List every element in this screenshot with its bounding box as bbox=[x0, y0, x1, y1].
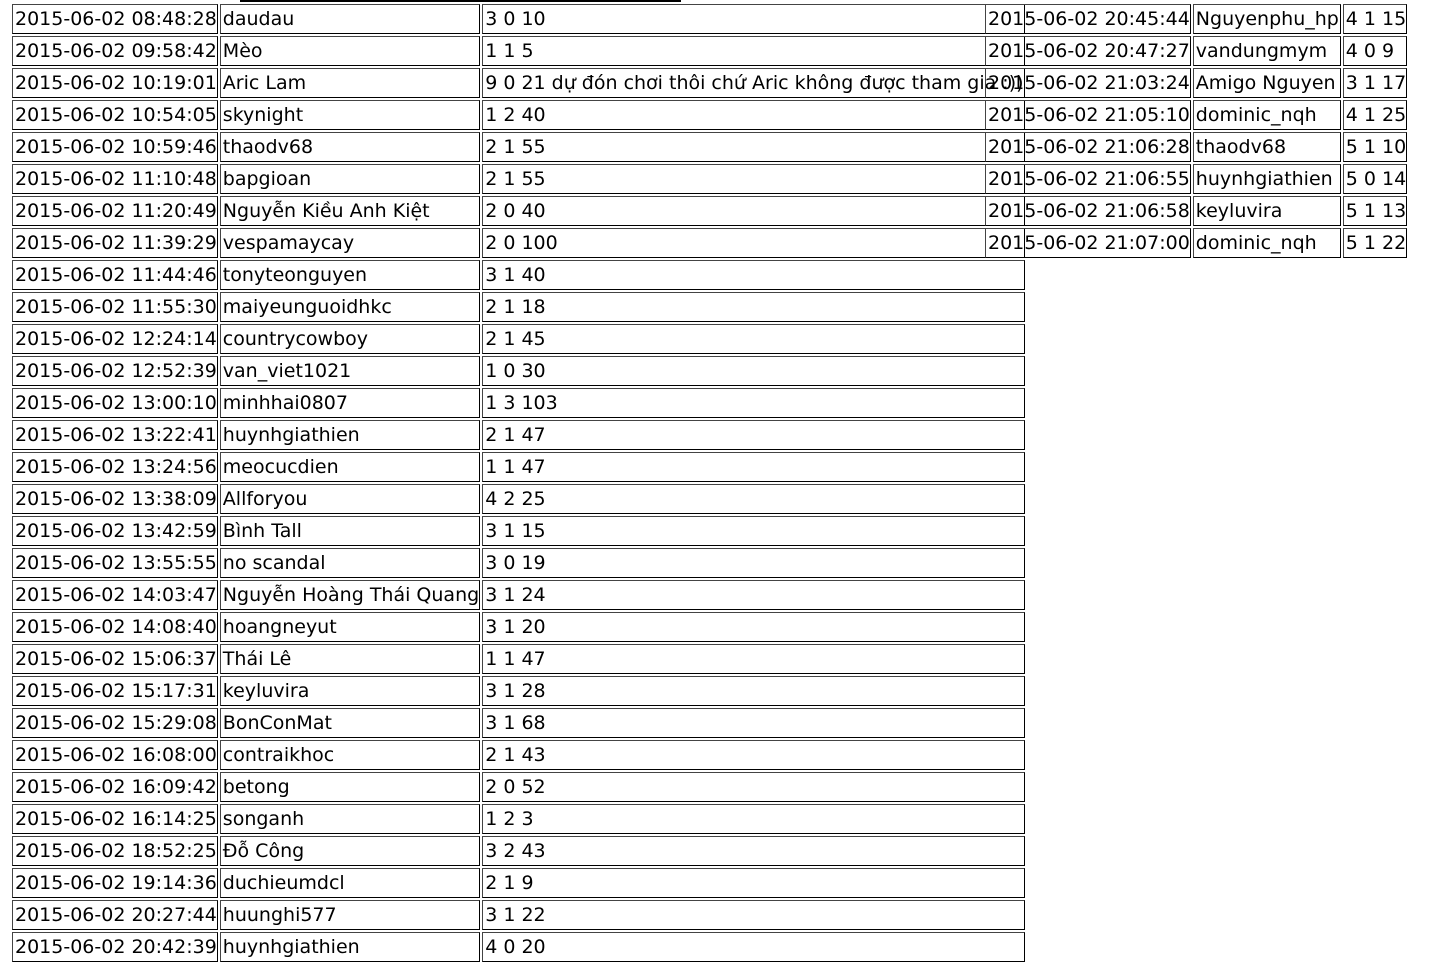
username-cell: Amigo Nguyen bbox=[1193, 68, 1341, 98]
entries-table-left-body bbox=[12, 4, 1025, 962]
table-row bbox=[12, 772, 1025, 802]
timestamp-cell: 2015-06-02 19:14:36 bbox=[12, 868, 218, 898]
username-cell: huynhgiathien bbox=[220, 932, 480, 962]
prediction-cell: 3 1 28 bbox=[482, 676, 1024, 706]
table-row bbox=[985, 228, 1407, 258]
table-row bbox=[12, 4, 1025, 34]
table-row bbox=[985, 36, 1407, 66]
prediction-cell: 2 0 40 bbox=[482, 196, 1024, 226]
prediction-cell: 5 1 10 bbox=[1343, 132, 1407, 162]
table-row bbox=[12, 292, 1025, 322]
table-row bbox=[12, 132, 1025, 162]
timestamp-cell: 2015-06-02 21:03:24 bbox=[985, 68, 1191, 98]
timestamp-cell: 2015-06-02 10:54:05 bbox=[12, 100, 218, 130]
username-cell: maiyeunguoidhkc bbox=[220, 292, 480, 322]
table-row bbox=[12, 740, 1025, 770]
timestamp-cell: 2015-06-02 20:42:39 bbox=[12, 932, 218, 962]
timestamp-cell: 2015-06-02 21:07:00 bbox=[985, 228, 1191, 258]
timestamp-cell: 2015-06-02 10:59:46 bbox=[12, 132, 218, 162]
timestamp-cell: 2015-06-02 13:00:10 bbox=[12, 388, 218, 418]
timestamp-cell: 2015-06-02 13:22:41 bbox=[12, 420, 218, 450]
prediction-cell: 2 1 45 bbox=[482, 324, 1024, 354]
timestamp-cell: 2015-06-02 15:06:37 bbox=[12, 644, 218, 674]
timestamp-cell: 2015-06-02 09:58:42 bbox=[12, 36, 218, 66]
prediction-cell: 3 1 68 bbox=[482, 708, 1024, 738]
username-cell: dominic_nqh bbox=[1193, 100, 1341, 130]
username-cell: vandungmym bbox=[1193, 36, 1341, 66]
timestamp-cell: 2015-06-02 11:55:30 bbox=[12, 292, 218, 322]
username-cell: songanh bbox=[220, 804, 480, 834]
table-row bbox=[12, 68, 1025, 98]
table-row bbox=[12, 100, 1025, 130]
username-cell: tonyteonguyen bbox=[220, 260, 480, 290]
prediction-cell: 2 1 43 bbox=[482, 740, 1024, 770]
timestamp-cell: 2015-06-02 08:48:28 bbox=[12, 4, 218, 34]
timestamp-cell: 2015-06-02 20:45:44 bbox=[985, 4, 1191, 34]
prediction-cell: 2 1 18 bbox=[482, 292, 1024, 322]
username-cell: Mèo bbox=[220, 36, 480, 66]
timestamp-cell: 2015-06-02 11:44:46 bbox=[12, 260, 218, 290]
timestamp-cell: 2015-06-02 15:17:31 bbox=[12, 676, 218, 706]
entries-table-right bbox=[983, 2, 1409, 260]
username-cell: contraikhoc bbox=[220, 740, 480, 770]
prediction-cell: 2 1 55 bbox=[482, 132, 1024, 162]
timestamp-cell: 2015-06-02 15:29:08 bbox=[12, 708, 218, 738]
timestamp-cell: 2015-06-02 21:06:55 bbox=[985, 164, 1191, 194]
table-row bbox=[12, 324, 1025, 354]
table-row bbox=[12, 164, 1025, 194]
timestamp-cell: 2015-06-02 21:06:28 bbox=[985, 132, 1191, 162]
username-cell: Nguyenphu_hp bbox=[1193, 4, 1341, 34]
table-row bbox=[985, 4, 1407, 34]
username-cell: keyluvira bbox=[1193, 196, 1341, 226]
prediction-cell: 2 1 47 bbox=[482, 420, 1024, 450]
prediction-cell: 9 0 21 dự đón chơi thôi chứ Aric không được tham gia :)) bbox=[482, 68, 1024, 98]
entries-table-right-body bbox=[985, 4, 1407, 258]
prediction-cell: 4 2 25 bbox=[482, 484, 1024, 514]
table-row bbox=[12, 580, 1025, 610]
table-row bbox=[12, 36, 1025, 66]
prediction-cell: 1 3 103 bbox=[482, 388, 1024, 418]
prediction-cell: 1 0 30 bbox=[482, 356, 1024, 386]
prediction-cell: 4 0 9 bbox=[1343, 36, 1407, 66]
table-row bbox=[985, 196, 1407, 226]
table-row bbox=[985, 132, 1407, 162]
table-row bbox=[985, 100, 1407, 130]
username-cell: dominic_nqh bbox=[1193, 228, 1341, 258]
table-row bbox=[12, 676, 1025, 706]
timestamp-cell: 2015-06-02 13:55:55 bbox=[12, 548, 218, 578]
username-cell: Aric Lam bbox=[220, 68, 480, 98]
username-cell: meocucdien bbox=[220, 452, 480, 482]
username-cell: no scandal bbox=[220, 548, 480, 578]
table-row bbox=[12, 388, 1025, 418]
prediction-cell: 3 1 20 bbox=[482, 612, 1024, 642]
prediction-cell: 1 1 47 bbox=[482, 644, 1024, 674]
timestamp-cell: 2015-06-02 10:19:01 bbox=[12, 68, 218, 98]
username-cell: keyluvira bbox=[220, 676, 480, 706]
username-cell: Allforyou bbox=[220, 484, 480, 514]
timestamp-cell: 2015-06-02 16:14:25 bbox=[12, 804, 218, 834]
username-cell: minhhai0807 bbox=[220, 388, 480, 418]
username-cell: Đỗ Công bbox=[220, 836, 480, 866]
username-cell: hoangneyut bbox=[220, 612, 480, 642]
timestamp-cell: 2015-06-02 20:27:44 bbox=[12, 900, 218, 930]
username-cell: vespamaycay bbox=[220, 228, 480, 258]
prediction-cell: 3 1 22 bbox=[482, 900, 1024, 930]
prediction-cell: 3 1 40 bbox=[482, 260, 1024, 290]
timestamp-cell: 2015-06-02 11:10:48 bbox=[12, 164, 218, 194]
prediction-cell: 3 0 10 bbox=[482, 4, 1024, 34]
prediction-cell: 1 2 3 bbox=[482, 804, 1024, 834]
username-cell: skynight bbox=[220, 100, 480, 130]
username-cell: Nguyễn Hoàng Thái Quang bbox=[220, 580, 480, 610]
timestamp-cell: 2015-06-02 13:24:56 bbox=[12, 452, 218, 482]
username-cell: bapgioan bbox=[220, 164, 480, 194]
timestamp-cell: 2015-06-02 18:52:25 bbox=[12, 836, 218, 866]
prediction-cell: 2 1 55 bbox=[482, 164, 1024, 194]
timestamp-cell: 2015-06-02 16:08:00 bbox=[12, 740, 218, 770]
prediction-cell: 5 1 13 bbox=[1343, 196, 1407, 226]
prediction-cell: 4 1 25 bbox=[1343, 100, 1407, 130]
prediction-cell: 5 0 14 bbox=[1343, 164, 1407, 194]
username-cell: daudau bbox=[220, 4, 480, 34]
table-row bbox=[12, 868, 1025, 898]
username-cell: Nguyễn Kiều Anh Kiệt bbox=[220, 196, 480, 226]
username-cell: van_viet1021 bbox=[220, 356, 480, 386]
timestamp-cell: 2015-06-02 21:05:10 bbox=[985, 100, 1191, 130]
prediction-cell: 4 0 20 bbox=[482, 932, 1024, 962]
table-row bbox=[12, 612, 1025, 642]
prediction-cell: 1 1 5 bbox=[482, 36, 1024, 66]
prediction-cell: 3 1 15 bbox=[482, 516, 1024, 546]
table-row bbox=[12, 420, 1025, 450]
username-cell: Bình Tall bbox=[220, 516, 480, 546]
table-row bbox=[12, 356, 1025, 386]
username-cell: huunghi577 bbox=[220, 900, 480, 930]
table-row bbox=[12, 260, 1025, 290]
prediction-cell: 1 2 40 bbox=[482, 100, 1024, 130]
prediction-cell: 2 0 52 bbox=[482, 772, 1024, 802]
table-row bbox=[12, 644, 1025, 674]
username-cell: Thái Lê bbox=[220, 644, 480, 674]
table-row bbox=[12, 708, 1025, 738]
username-cell: countrycowboy bbox=[220, 324, 480, 354]
timestamp-cell: 2015-06-02 12:52:39 bbox=[12, 356, 218, 386]
username-cell: betong bbox=[220, 772, 480, 802]
prediction-cell: 3 1 24 bbox=[482, 580, 1024, 610]
table-row bbox=[985, 68, 1407, 98]
username-cell: duchieumdcl bbox=[220, 868, 480, 898]
table-row bbox=[12, 516, 1025, 546]
username-cell: huynhgiathien bbox=[1193, 164, 1341, 194]
table-row bbox=[12, 548, 1025, 578]
username-cell: BonConMat bbox=[220, 708, 480, 738]
table-row bbox=[12, 836, 1025, 866]
prediction-cell: 3 2 43 bbox=[482, 836, 1024, 866]
prediction-cell: 4 1 15 bbox=[1343, 4, 1407, 34]
table-row bbox=[12, 452, 1025, 482]
username-cell: huynhgiathien bbox=[220, 420, 480, 450]
timestamp-cell: 2015-06-02 14:03:47 bbox=[12, 580, 218, 610]
timestamp-cell: 2015-06-02 11:20:49 bbox=[12, 196, 218, 226]
table-row bbox=[12, 804, 1025, 834]
username-cell: thaodv68 bbox=[1193, 132, 1341, 162]
timestamp-cell: 2015-06-02 21:06:58 bbox=[985, 196, 1191, 226]
timestamp-cell: 2015-06-02 14:08:40 bbox=[12, 612, 218, 642]
table-row bbox=[12, 196, 1025, 226]
timestamp-cell: 2015-06-02 13:38:09 bbox=[12, 484, 218, 514]
prediction-cell: 3 0 19 bbox=[482, 548, 1024, 578]
table-row bbox=[12, 932, 1025, 962]
prediction-cell: 2 1 9 bbox=[482, 868, 1024, 898]
table-row bbox=[12, 228, 1025, 258]
username-cell: thaodv68 bbox=[220, 132, 480, 162]
table-row bbox=[12, 900, 1025, 930]
timestamp-cell: 2015-06-02 16:09:42 bbox=[12, 772, 218, 802]
prediction-cell: 1 1 47 bbox=[482, 452, 1024, 482]
timestamp-cell: 2015-06-02 13:42:59 bbox=[12, 516, 218, 546]
prediction-cell: 2 0 100 bbox=[482, 228, 1024, 258]
table-row bbox=[12, 484, 1025, 514]
table-row bbox=[985, 164, 1407, 194]
timestamp-cell: 2015-06-02 12:24:14 bbox=[12, 324, 218, 354]
prediction-cell: 5 1 22 bbox=[1343, 228, 1407, 258]
prediction-cell: 3 1 17 bbox=[1343, 68, 1407, 98]
timestamp-cell: 2015-06-02 11:39:29 bbox=[12, 228, 218, 258]
timestamp-cell: 2015-06-02 20:47:27 bbox=[985, 36, 1191, 66]
entries-table-left bbox=[10, 2, 1027, 964]
